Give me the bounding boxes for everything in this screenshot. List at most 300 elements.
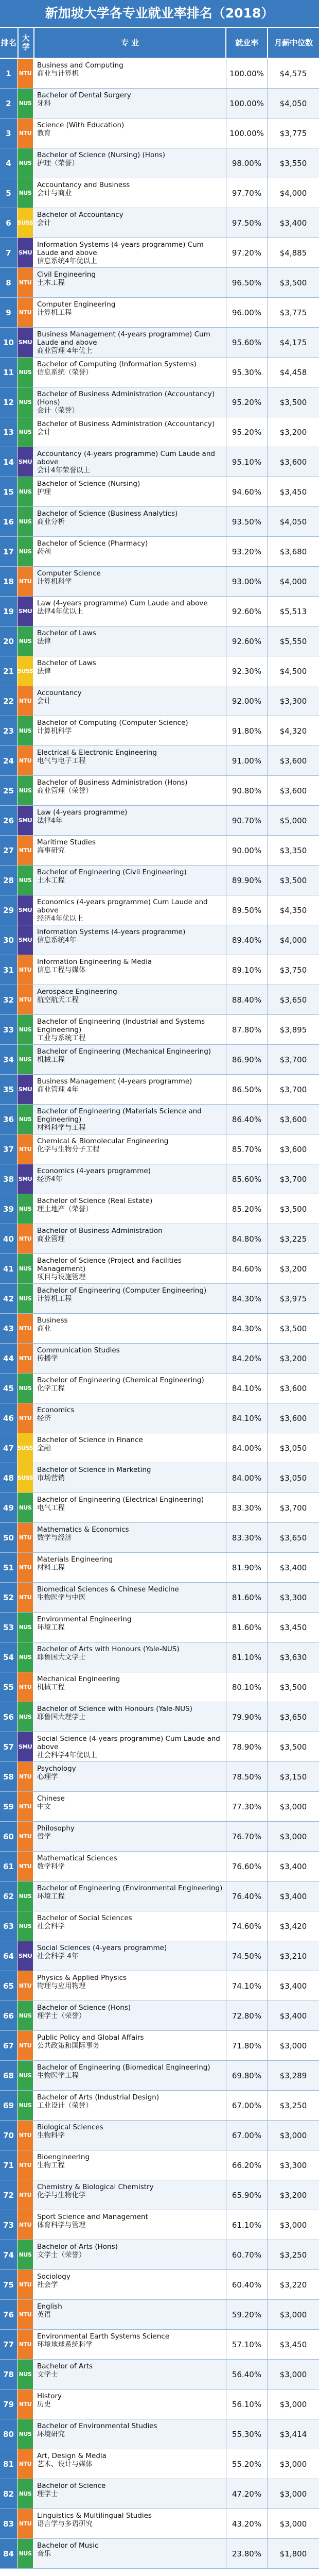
rank-cell: 19 xyxy=(0,597,17,626)
rank-cell: 5 xyxy=(0,178,17,208)
major-cell xyxy=(33,597,226,626)
school-badge: NUS xyxy=(17,716,33,745)
table-row xyxy=(0,1852,319,1882)
major-cell xyxy=(33,2001,226,2030)
school-badge: NTU xyxy=(17,2121,33,2150)
employment-rate-cell: 74.10% xyxy=(226,1971,268,2001)
employment-rate-cell: 96.00% xyxy=(226,298,268,327)
table-row xyxy=(0,1702,319,1732)
median-salary-cell: $3,895 xyxy=(279,1025,307,1035)
major-cell xyxy=(33,1344,226,1373)
school-badge: SMU xyxy=(17,806,33,835)
median-salary-cell: $3,700 xyxy=(279,1174,307,1184)
table-row xyxy=(0,836,319,866)
table-row xyxy=(0,2180,319,2210)
table-row xyxy=(0,1344,319,1374)
employment-rate-cell: 97.70% xyxy=(226,178,268,208)
major-name-cn: 金融 xyxy=(37,1444,51,1452)
employment-rate-cell: 81.60% xyxy=(226,1613,268,1642)
rank-cell: 8 xyxy=(0,268,17,297)
major-name-cn: 数学科学 xyxy=(37,1862,65,1871)
table-row xyxy=(0,1075,319,1105)
major-cell xyxy=(33,208,226,238)
median-salary-cell: $3,600 xyxy=(279,1383,307,1393)
table-row xyxy=(0,1374,319,1403)
school-badge: NUS xyxy=(17,1254,33,1283)
major-name-cn: 耶鲁国大文学士 xyxy=(37,1653,86,1662)
rank-cell: 76 xyxy=(0,2300,17,2329)
median-salary-cell: $3,500 xyxy=(279,278,307,287)
school-badge: NTU xyxy=(17,2031,33,2060)
median-salary-cell: $3,000 xyxy=(279,2519,307,2529)
employment-rate-cell: 86.40% xyxy=(226,1105,268,1134)
school-badge: NTU xyxy=(17,1971,33,2001)
major-name-cn: 计算机工程 xyxy=(37,309,72,317)
major-cell xyxy=(33,268,226,297)
major-cell xyxy=(33,89,226,118)
school-badge: NTU xyxy=(17,1792,33,1821)
employment-rate-cell: 61.10% xyxy=(226,2210,268,2240)
median-salary-cell: $3,000 xyxy=(279,1802,307,1811)
employment-rate-cell: 56.40% xyxy=(226,2360,268,2389)
table-row xyxy=(0,2031,319,2061)
rank-cell: 32 xyxy=(0,985,17,1014)
major-cell xyxy=(33,387,226,417)
median-salary-cell: $3,000 xyxy=(279,2130,307,2140)
employment-rate-cell: 95.20% xyxy=(226,417,268,447)
rank-cell: 41 xyxy=(0,1254,17,1283)
major-cell xyxy=(33,1194,226,1224)
table-row xyxy=(0,2121,319,2150)
table-row xyxy=(0,1553,319,1583)
major-cell xyxy=(33,1583,226,1612)
rank-cell: 26 xyxy=(0,806,17,835)
major-name-en: Bachelor of Engineering (Environmental Engineering) xyxy=(37,1884,223,1892)
median-salary-cell: $4,050 xyxy=(279,517,307,527)
median-salary-cell: $3,000 xyxy=(279,2459,307,2469)
major-name-en: Computer Science xyxy=(37,569,101,578)
major-name-en: Bachelor of Science (Pharmacy) xyxy=(37,539,148,548)
header-rank: 排名 xyxy=(0,28,19,58)
median-salary-cell: $3,700 xyxy=(279,1503,307,1513)
major-cell xyxy=(33,1433,226,1463)
median-salary-cell: $3,600 xyxy=(279,1114,307,1124)
major-name-cn: 信息系统（荣誉） xyxy=(37,368,93,377)
major-cell xyxy=(33,118,226,148)
school-badge: NTU xyxy=(17,1403,33,1433)
table-row xyxy=(0,1045,319,1075)
major-cell xyxy=(33,1105,226,1134)
major-name-en: Sociology xyxy=(37,2273,70,2281)
median-salary-cell: $4,000 xyxy=(279,935,307,945)
school-badge: NTU xyxy=(17,1553,33,1582)
major-name-en: Communication Studies xyxy=(37,1346,120,1354)
employment-rate-cell: 81.90% xyxy=(226,1553,268,1582)
major-name-cn: 药剂 xyxy=(37,548,51,556)
school-badge: SUSS xyxy=(17,1433,33,1463)
school-badge: NUS xyxy=(17,1493,33,1522)
major-cell xyxy=(33,59,226,88)
major-name-cn: 社会学 xyxy=(37,2281,58,2289)
school-badge: NTU xyxy=(17,1523,33,1552)
major-name-en: Business Management (4-years programme) xyxy=(37,1077,192,1086)
rank-cell: 6 xyxy=(0,208,17,238)
rank-cell: 18 xyxy=(0,567,17,596)
school-badge: SMU xyxy=(17,447,33,477)
table-row xyxy=(0,2061,319,2091)
school-badge: NUS xyxy=(17,1015,33,1044)
rank-cell: 61 xyxy=(0,1852,17,1881)
school-badge: SMU xyxy=(17,597,33,626)
employment-rate-cell: 96.50% xyxy=(226,268,268,297)
table-row xyxy=(0,2091,319,2121)
rank-cell: 66 xyxy=(0,2001,17,2030)
major-name-cn: 项目与设施管理 xyxy=(37,1273,86,1281)
employment-rate-cell: 76.60% xyxy=(226,1852,268,1881)
table-row xyxy=(0,2270,319,2300)
table-row xyxy=(0,1613,319,1642)
rank-cell: 30 xyxy=(0,925,17,955)
employment-rate-cell: 90.00% xyxy=(226,836,268,865)
major-cell xyxy=(33,2091,226,2120)
major-name-cn: 哲学 xyxy=(37,1833,51,1841)
table-row xyxy=(0,866,319,895)
major-cell xyxy=(33,1374,226,1403)
rank-cell: 51 xyxy=(0,1553,17,1582)
school-badge: NTU xyxy=(17,746,33,775)
major-cell xyxy=(33,866,226,895)
rank-cell: 10 xyxy=(0,328,17,357)
page-title: 新加坡大学各专业就业率排名（2018） xyxy=(0,0,319,28)
school-badge: NTU xyxy=(17,1822,33,1851)
school-badge: NTU xyxy=(17,2210,33,2240)
major-name-en: Economics xyxy=(37,1406,75,1414)
employment-rate-cell: 47.20% xyxy=(226,2479,268,2509)
header-school: 大学 xyxy=(19,28,35,58)
employment-rate-cell: 85.20% xyxy=(226,1194,268,1224)
major-name-en: Bachelor of Science in Marketing xyxy=(37,1466,151,1474)
major-cell xyxy=(33,746,226,775)
employment-rate-cell: 89.10% xyxy=(226,955,268,985)
employment-rate-cell: 95.60% xyxy=(226,328,268,357)
median-salary-cell: $5,513 xyxy=(279,606,307,616)
rank-cell: 43 xyxy=(0,1314,17,1343)
rank-cell: 68 xyxy=(0,2061,17,2090)
major-cell xyxy=(33,1822,226,1851)
major-name-en: Economics (4-years programme) Cum Laude and above xyxy=(37,898,208,914)
school-badge: NTU xyxy=(17,686,33,716)
employment-rate-cell: 84.20% xyxy=(226,1344,268,1373)
major-name-en: Art, Design & Media xyxy=(37,2452,107,2460)
major-cell xyxy=(33,298,226,327)
employment-rate-cell: 69.80% xyxy=(226,2061,268,2090)
rank-cell: 12 xyxy=(0,387,17,417)
rank-cell: 60 xyxy=(0,1822,17,1851)
rank-cell: 35 xyxy=(0,1075,17,1104)
employment-rate-cell: 59.20% xyxy=(226,2300,268,2329)
major-cell xyxy=(33,1553,226,1582)
rank-cell: 80 xyxy=(0,2419,17,2449)
employment-rate-cell: 89.40% xyxy=(226,925,268,955)
school-badge: NUS xyxy=(17,2091,33,2120)
school-badge: NUS xyxy=(17,537,33,566)
major-name-cn: 信息系统4年优以上 xyxy=(37,257,97,265)
median-salary-cell: $3,500 xyxy=(279,1742,307,1752)
major-name-cn: 护理 xyxy=(37,488,51,496)
table-row xyxy=(0,955,319,985)
table-row xyxy=(0,1762,319,1792)
median-salary-cell: $4,500 xyxy=(279,666,307,676)
employment-rate-cell: 92.60% xyxy=(226,597,268,626)
major-name-cn: 商业分析 xyxy=(37,518,65,526)
major-name-cn: 商业管理 xyxy=(37,1235,65,1243)
median-salary-cell: $3,500 xyxy=(279,875,307,885)
major-name-en: Sport Science and Management xyxy=(37,2213,148,2221)
employment-rate-cell: 98.00% xyxy=(226,148,268,178)
table-row xyxy=(0,1882,319,1911)
table-row xyxy=(0,1254,319,1284)
rank-cell: 1 xyxy=(0,59,17,88)
major-name-en: Bachelor of Social Sciences xyxy=(37,1914,132,1922)
median-salary-cell: $3,500 xyxy=(279,1682,307,1692)
employment-rate-cell: 95.30% xyxy=(226,358,268,387)
median-salary-cell: $3,775 xyxy=(279,308,307,317)
median-salary-cell: $3,750 xyxy=(279,965,307,975)
rank-cell: 36 xyxy=(0,1105,17,1134)
employment-rate-cell: 84.30% xyxy=(226,1314,268,1343)
major-name-en: Information Engineering & Media xyxy=(37,958,152,966)
school-badge: NTU xyxy=(17,567,33,596)
employment-rate-cell: 81.10% xyxy=(226,1642,268,1672)
employment-rate-cell: 84.60% xyxy=(226,1254,268,1283)
median-salary-cell: $3,450 xyxy=(279,487,307,497)
table-row xyxy=(0,447,319,477)
school-badge: SMU xyxy=(17,238,33,267)
rank-cell: 25 xyxy=(0,776,17,805)
major-name-cn: 体育科学与管理 xyxy=(37,2221,86,2229)
major-name-en: Bachelor of Engineering (Civil Engineering) xyxy=(37,868,187,876)
header-rate: 就业率 xyxy=(226,28,268,58)
major-cell xyxy=(33,1075,226,1104)
median-salary-cell: $3,420 xyxy=(279,1921,307,1931)
rank-cell: 57 xyxy=(0,1732,17,1761)
major-cell xyxy=(33,2389,226,2419)
school-badge: NTU xyxy=(17,1672,33,1702)
school-badge: SMU xyxy=(17,328,33,357)
table-row xyxy=(0,507,319,537)
major-name-cn: 法律4年优以上 xyxy=(37,607,83,616)
median-salary-cell: $4,575 xyxy=(279,69,307,78)
major-name-en: Bachelor of Computing (Information Systems) xyxy=(37,360,197,368)
rank-cell: 20 xyxy=(0,626,17,656)
major-name-cn: 商业管理 4年 xyxy=(37,1086,79,1094)
table-row xyxy=(0,1314,319,1344)
rank-cell: 4 xyxy=(0,148,17,178)
median-salary-cell: $3,450 xyxy=(279,1622,307,1632)
school-badge: NTU xyxy=(17,2270,33,2299)
rank-cell: 59 xyxy=(0,1792,17,1821)
table-row xyxy=(0,118,319,148)
rank-cell: 78 xyxy=(0,2360,17,2389)
median-salary-cell: $3,500 xyxy=(279,1204,307,1214)
major-cell xyxy=(33,1224,226,1253)
major-name-cn: 中文 xyxy=(37,1803,51,1811)
major-cell xyxy=(33,2061,226,2090)
major-name-cn: 土木工程 xyxy=(37,876,65,885)
employment-rate-cell: 55.30% xyxy=(226,2419,268,2449)
major-name-en: Civil Engineering xyxy=(37,270,96,279)
major-name-en: Bachelor of Business Administration (Accountancy) xyxy=(37,420,215,428)
major-cell xyxy=(33,1164,226,1194)
major-cell xyxy=(33,656,226,686)
major-cell xyxy=(33,328,226,357)
school-badge: NUS xyxy=(17,148,33,178)
rank-cell: 47 xyxy=(0,1433,17,1463)
rank-cell: 64 xyxy=(0,1941,17,1971)
major-cell xyxy=(33,985,226,1014)
major-name-cn: 数学与经济 xyxy=(37,1534,72,1542)
school-badge: NUS xyxy=(17,2240,33,2269)
table-row xyxy=(0,2210,319,2240)
major-cell xyxy=(33,1254,226,1283)
school-badge: NUS xyxy=(17,1194,33,1224)
major-name-en: English xyxy=(37,2302,62,2311)
school-badge: NTU xyxy=(17,1852,33,1881)
employment-rate-cell: 85.70% xyxy=(226,1134,268,1164)
median-salary-cell: $5,550 xyxy=(279,636,307,646)
table-row xyxy=(0,1523,319,1553)
rank-cell: 39 xyxy=(0,1194,17,1224)
table-row xyxy=(0,328,319,358)
major-name-cn: 信息系统4年 xyxy=(37,936,77,944)
school-badge: NUS xyxy=(17,1882,33,1911)
school-badge: SMU xyxy=(17,1075,33,1104)
major-name-en: Biomedical Sciences & Chinese Medicine xyxy=(37,1585,179,1594)
major-cell xyxy=(33,417,226,447)
rank-cell: 73 xyxy=(0,2210,17,2240)
major-name-cn: 商业与计算机 xyxy=(37,70,79,78)
employment-rate-cell: 97.50% xyxy=(226,208,268,238)
employment-rate-cell: 92.00% xyxy=(226,686,268,716)
major-name-en: Bachelor of Science (Project and Facilities Management) xyxy=(37,1257,182,1273)
employment-rate-cell: 56.10% xyxy=(226,2389,268,2419)
major-name-cn: 海事研究 xyxy=(37,846,65,855)
employment-rate-cell: 72.80% xyxy=(226,2001,268,2030)
major-name-cn: 经济4年 xyxy=(37,1175,63,1183)
median-salary-cell: $3,150 xyxy=(279,1772,307,1782)
table-row xyxy=(0,776,319,806)
major-name-en: Psychology xyxy=(37,1765,76,1773)
major-name-cn: 传播学 xyxy=(37,1354,58,1363)
table-row xyxy=(0,686,319,716)
major-name-cn: 环境地球系统科学 xyxy=(37,2341,93,2349)
median-salary-cell: $3,500 xyxy=(279,397,307,407)
major-name-en: Business and Computing xyxy=(37,61,123,70)
major-name-cn: 计算机科学 xyxy=(37,727,72,735)
major-cell xyxy=(33,1792,226,1821)
major-name-en: Social Sciences (4-years programme) xyxy=(37,1944,167,1952)
table-row xyxy=(0,1194,319,1224)
school-badge: NUS xyxy=(17,1284,33,1313)
major-cell xyxy=(33,925,226,955)
table-row xyxy=(0,477,319,507)
major-name-en: Accountancy xyxy=(37,689,82,697)
major-cell xyxy=(33,1732,226,1761)
median-salary-cell: $3,775 xyxy=(279,128,307,138)
major-name-en: Accountancy and Business xyxy=(37,181,130,189)
major-name-en: Bachelor of Engineering (Materials Science and Engineering) xyxy=(37,1107,202,1124)
table-row xyxy=(0,417,319,447)
employment-rate-cell: 86.50% xyxy=(226,1075,268,1104)
major-name-cn: 计算机工程 xyxy=(37,1295,72,1303)
school-badge: NUS xyxy=(17,507,33,536)
rank-cell: 62 xyxy=(0,1882,17,1911)
major-cell xyxy=(33,178,226,208)
major-cell xyxy=(33,2449,226,2479)
major-cell xyxy=(33,1045,226,1074)
ranking-table-body xyxy=(0,59,319,2569)
major-name-en: Electrical & Electronic Engineering xyxy=(37,749,157,757)
employment-rate-cell: 80.10% xyxy=(226,1672,268,1702)
employment-rate-cell: 83.30% xyxy=(226,1493,268,1522)
school-badge: NTU xyxy=(17,2389,33,2419)
major-name-cn: 商业 xyxy=(37,1325,51,1333)
school-badge: NUS xyxy=(17,1374,33,1403)
median-salary-cell: $3,450 xyxy=(279,2340,307,2349)
employment-rate-cell: 89.90% xyxy=(226,866,268,895)
median-salary-cell: $3,050 xyxy=(279,1473,307,1483)
school-badge: NTU xyxy=(17,2150,33,2180)
major-name-en: Law (4-years programme) Cum Laude and above xyxy=(37,599,208,607)
median-salary-cell: $3,250 xyxy=(279,2100,307,2110)
school-badge: SMU xyxy=(17,1941,33,1971)
rank-cell: 84 xyxy=(0,2539,17,2568)
major-cell xyxy=(33,2419,226,2449)
major-name-en: Bachelor of Dental Surgery xyxy=(37,91,131,99)
table-row xyxy=(0,298,319,328)
school-badge: NTU xyxy=(17,1314,33,1343)
major-name-cn: 会计（荣誉） xyxy=(37,406,79,415)
rank-cell: 45 xyxy=(0,1374,17,1403)
major-cell xyxy=(33,1642,226,1672)
major-name-cn: 法律4年 xyxy=(37,817,63,825)
major-name-en: Bachelor of Arts with Honours (Yale-NUS) xyxy=(37,1645,180,1653)
employment-rate-cell: 79.90% xyxy=(226,1702,268,1732)
school-badge: NUS xyxy=(17,417,33,447)
table-row xyxy=(0,597,319,626)
table-row xyxy=(0,2360,319,2389)
median-salary-cell: $3,600 xyxy=(279,457,307,467)
rank-cell: 11 xyxy=(0,358,17,387)
major-cell xyxy=(33,1941,226,1971)
major-name-en: Bachelor of Science (Nursing) (Hons) xyxy=(37,151,166,159)
table-row xyxy=(0,268,319,298)
school-badge: NTU xyxy=(17,836,33,865)
rank-cell: 74 xyxy=(0,2240,17,2269)
major-name-en: Linguistics & Multilingual Studies xyxy=(37,2512,152,2520)
employment-rate-cell: 60.70% xyxy=(226,2240,268,2269)
median-salary-cell: $3,300 xyxy=(279,696,307,706)
major-name-en: Business xyxy=(37,1316,68,1325)
school-badge: NUS xyxy=(17,2001,33,2030)
rank-cell: 13 xyxy=(0,417,17,447)
major-name-cn: 化学工程 xyxy=(37,1384,65,1393)
major-name-en: Bachelor of Engineering (Computer Engineering) xyxy=(37,1286,207,1295)
major-name-cn: 机械工程 xyxy=(37,1056,65,1064)
employment-rate-cell: 100.00% xyxy=(226,118,268,148)
employment-rate-cell: 93.50% xyxy=(226,507,268,536)
median-salary-cell: $3,200 xyxy=(279,2190,307,2200)
